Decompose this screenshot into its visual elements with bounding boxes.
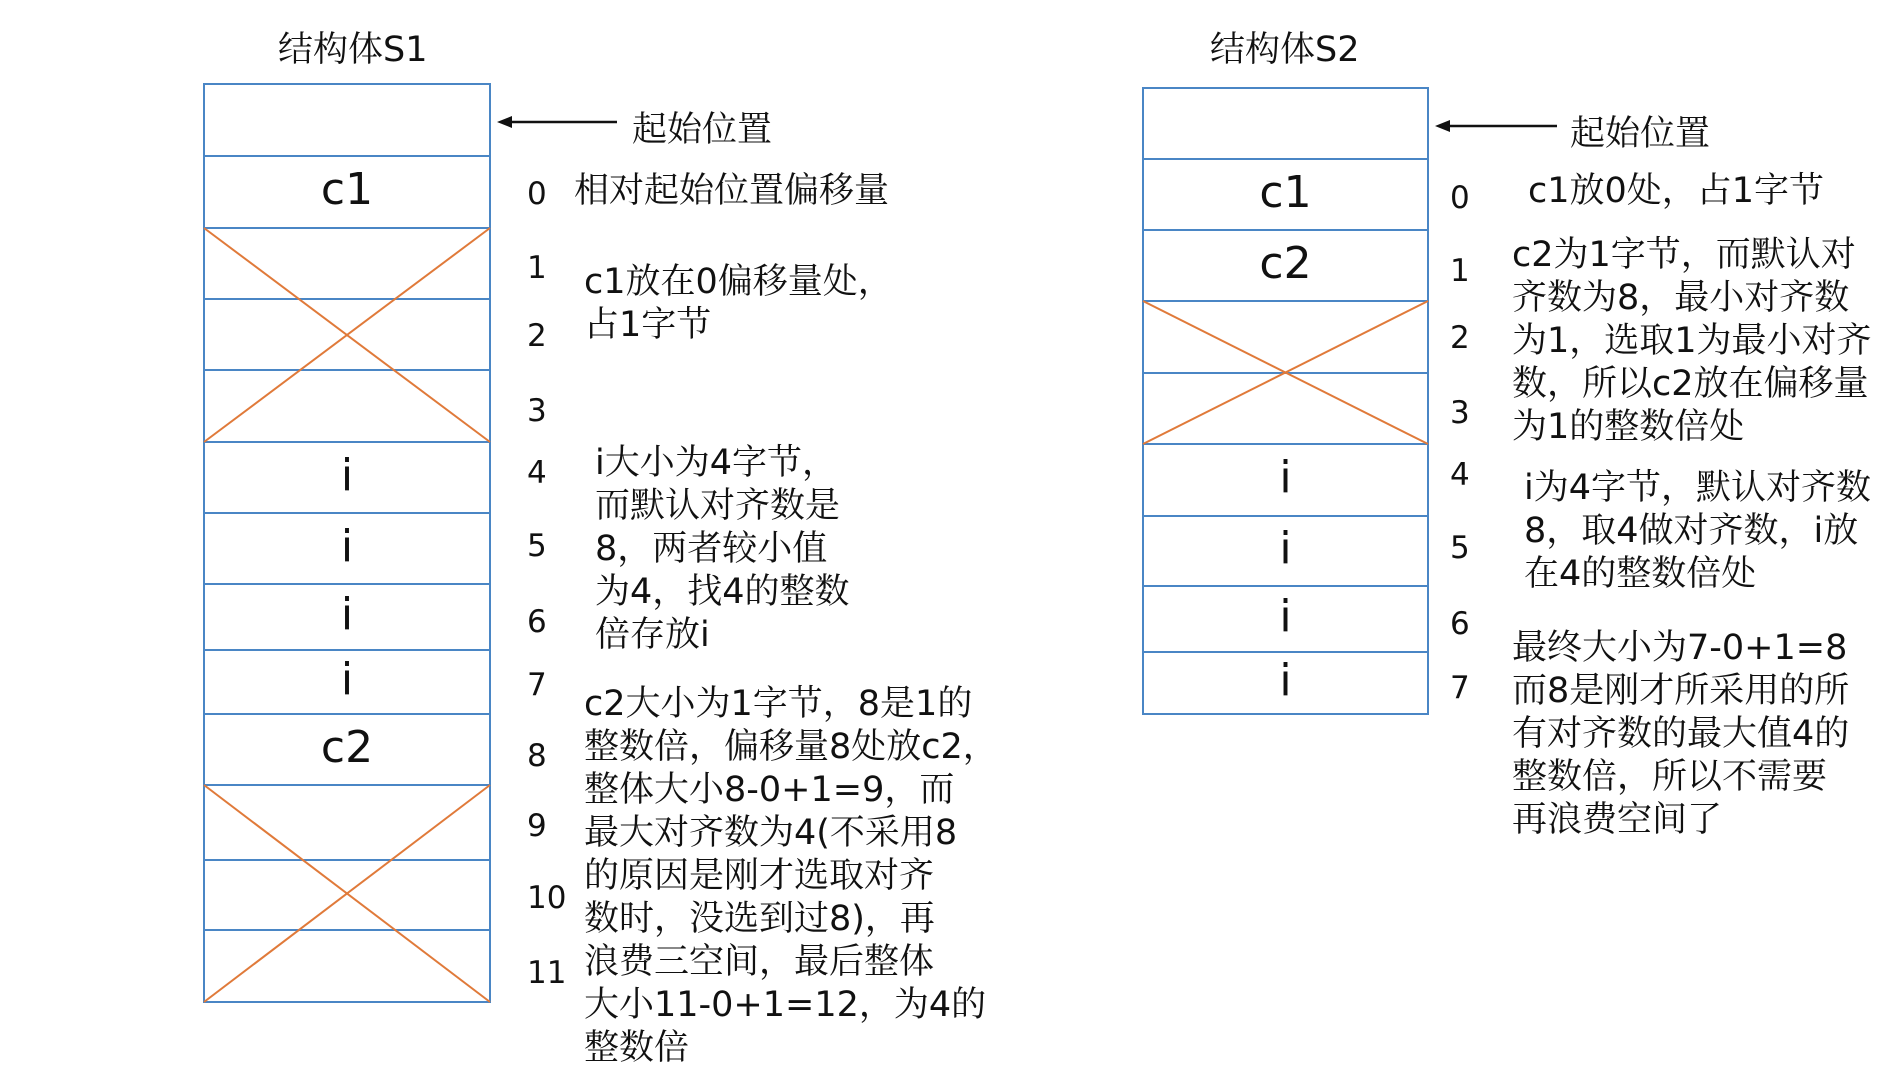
s2-memory-cell [1143,373,1428,444]
s1-memory-cell [204,84,490,156]
s2-start-label: 起始位置 [1570,114,1711,154]
s2-memory-cell [1143,88,1428,159]
s1-offset: 6 [527,604,547,640]
s2-offset: 6 [1450,606,1470,642]
s1-offset: 5 [527,528,547,564]
s2-title: 结构体S2 [1210,30,1360,70]
s1-cell-label: i [340,520,354,572]
s2-cell-label: i [1279,655,1292,706]
s1-title: 结构体S1 [278,30,428,70]
s1-memory-cell [204,228,490,299]
s2-offset: 2 [1450,320,1470,356]
s1-note-c1: c1放在0偏移量处， 占1字节 [584,262,893,345]
s1-offset: 1 [527,250,547,286]
s1-offset: 9 [527,808,547,844]
s2-offset: 4 [1450,457,1470,493]
s2-memory-cell [1143,301,1428,373]
s2-note-i: i为4字节，默认对齐数 8，取4做对齐数，i放 在4的整数倍处 [1524,468,1871,594]
s2-note-c2: c2为1字节，而默认对 齐数为8，最小对齐数 为1，选取1为最小对齐 数，所以c2放在偏移量 为1的整数倍处 [1512,235,1872,447]
s1-note-c2: c2大小为1字节，8是1的 整数倍，偏移量8处放c2， 整体大小8-0+1=9，而 最大对齐数为4(不采用8 的原因是刚才选取对齐 数时，没选到过8)，再 浪费三空间，最后整体 大小11-0+1=12，为4的 整数倍 [584,684,998,1068]
s1-memory-cell [204,860,490,930]
s1-cell-label: c2 [320,721,374,773]
s1-offset-header: 相对起始位置偏移量 [574,171,890,211]
s2-offset: 5 [1450,530,1470,566]
s1-cell-label: i [340,449,354,501]
s2-cell-label: c1 [1259,166,1312,218]
s1-note-i: i大小为4字节， 而默认对齐数是 8，两者较小值 为4，找4的整数 倍存放i [595,443,850,655]
s1-start-arrow [497,116,617,128]
s1-memory-cell [204,370,490,442]
s1-start-label: 起始位置 [632,110,773,150]
s1-offset: 8 [527,738,547,774]
s1-memory-cell [204,930,490,1002]
s2-cell-label: i [1279,523,1292,574]
s1-offset: 4 [527,455,547,491]
s1-offset: 10 [527,880,567,916]
s1-offset: 11 [527,955,567,991]
s2-note-final: 最终大小为7-0+1=8 而8是刚才所采用的所 有对齐数的最大值4的 整数倍，所以不需要 再浪费空间了 [1512,628,1850,840]
s2-offset: 3 [1450,395,1470,431]
s2-start-arrow [1435,120,1557,132]
s2-cell-label: i [1279,591,1292,642]
s1-offset: 2 [527,318,547,354]
s2-cell-label: i [1279,452,1292,503]
s1-cell-label: i [340,654,354,705]
s2-offset: 7 [1450,670,1470,706]
s1-cell-label: c1 [320,164,374,215]
s2-cell-label: c2 [1259,237,1312,289]
s1-offset: 0 [527,176,547,212]
s2-note-c1: c1放0处，占1字节 [1528,171,1825,211]
s2-offset: 1 [1450,253,1470,289]
s1-offset: 7 [527,667,547,703]
s1-cell-label: i [340,589,354,640]
s1-memory-cell [204,785,490,860]
s2-offset: 0 [1450,180,1470,216]
s1-offset: 3 [527,393,547,429]
